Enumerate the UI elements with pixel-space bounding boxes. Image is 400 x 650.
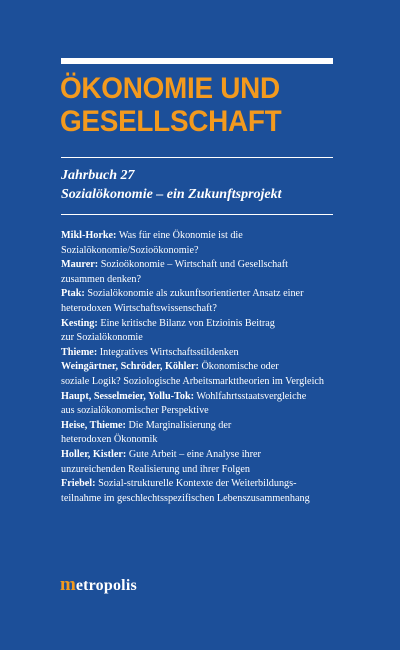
entry-text: Ökonomische oder [201,361,279,373]
entry-line [61,317,361,332]
volume-block [61,166,361,204]
entry-text: Gute Arbeit – eine Analyse ihrer [128,448,261,460]
entry-author: Maurer: [61,259,99,271]
entry-text: Eine kritische Bilanz von Etzioinis Beitrag [100,317,275,329]
contents-entry [61,390,361,419]
publisher-logo [60,574,137,596]
entry-line [61,258,361,273]
entry-text: unzureichenden Realisierung und ihrer Folgen [61,463,250,475]
entry-text: Wohlfahrtsstaatsvergleiche [196,390,307,402]
entry-author: Weingärtner, Schröder, Köhler: [61,361,199,373]
entry-text: teilnahme im geschlechtsspezifischen Lebenszusammenhang [61,492,310,504]
entry-text: zur Sozialökonomie [61,332,143,344]
entry-author: Mikl-Horke: [61,230,117,241]
contents-entry [61,360,361,389]
title-line-2: GESELLSCHAFT [60,105,282,138]
middle-rule [61,157,333,158]
entry-text: soziale Logik? Soziologische Arbeitsmarkttheorien im Vergleich [61,375,325,387]
title-line-1: ÖKONOMIE UND [60,72,280,105]
entry-line [61,477,361,492]
entry-text: Was für eine Ökonomie ist die [118,230,243,241]
entry-author: Kesting: [61,317,98,329]
table-of-contents [61,229,361,506]
entry-author: Holler, Kistler: [61,448,127,460]
entry-line [61,360,361,375]
entry-text: zusammen denken? [61,273,142,285]
contents-entry [61,258,361,287]
entry-author: Haupt, Sesselmeier, Yollu-Tok: [61,390,195,402]
entry-line [61,229,361,244]
entry-line [61,419,361,434]
contents-entry [61,477,361,506]
entry-author: Thieme: [61,346,98,358]
entry-line [61,287,361,302]
entry-text: Sozioökonomie – Wirtschaft und Gesellschaft [100,259,288,271]
entry-author: Friebel: [61,478,96,490]
bottom-rule [61,214,333,215]
contents-entry [61,346,361,361]
contents-entry [61,419,361,448]
entry-text: heterodoxen Ökonomik [61,434,158,446]
entry-author: Ptak: [61,288,85,300]
contents-entry [61,317,361,346]
top-rule [61,58,333,64]
entry-text: Sozialökonomie/Sozioökonomie? [61,244,199,256]
contents-entry [61,448,361,477]
entry-text: heterodoxen Wirtschaftswissenschaft? [61,302,217,314]
contents-entry [61,229,361,258]
publisher-logo-initial: m [60,574,76,595]
volume-number: Jahrbuch 27 [61,168,135,183]
entry-line [61,390,361,405]
entry-text: Die Marginalisierung der [128,419,232,431]
entry-text: Integratives Wirtschaftsstildenken [99,346,239,358]
entry-line [61,346,361,361]
entry-author: Heise, Thieme: [61,419,126,431]
volume-subtitle: Sozialökonomie – ein Zukunftsprojekt [61,187,282,202]
journal-title [60,72,348,138]
entry-text: aus sozialökonomischer Perspektive [61,405,209,417]
publisher-logo-name: etropolis [75,577,137,594]
entry-text: Sozialökonomie als zukunftsorientierter Ansatz einer [87,288,304,300]
entry-text: Sozial-strukturelle Kontexte der Weiterbildungs- [98,478,297,490]
entry-line [61,448,361,463]
contents-entry [61,287,361,316]
